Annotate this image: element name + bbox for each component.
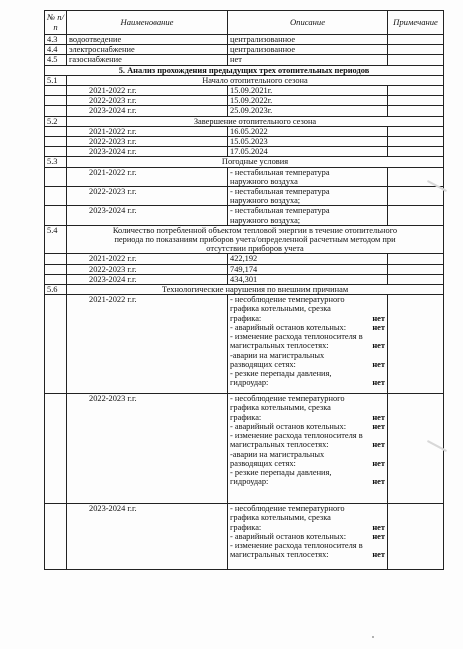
violations-list: - несоблюдение температурного графика котельными, срезка графика: нет - аварийный останов котельных: нет - изменение расхода теплоносителя в магистральных теплосетях: нет bbox=[228, 504, 388, 570]
header-name: Наименование bbox=[67, 11, 228, 35]
subsection-row: 5.6 Технологические нарушения по внешним причинам bbox=[45, 285, 444, 295]
table-row: 2021-2022 г.г. - несоблюдение температурного графика котельными, срезка графика: нет - аварийный останов котельных: нет - изменение расхода теплоносителя в магистральных теплосетях: нет -аварии на магистральных разводящих сетях: нет - резкие перепады давления, гидроудар: нет bbox=[45, 295, 444, 394]
table-row: 4.3 водоотведение централизованное bbox=[45, 35, 444, 45]
header-note: Примечание bbox=[388, 11, 444, 35]
subsection-row: 5.3 Погодные условия bbox=[45, 157, 444, 167]
table-row: 4.4 электроснабжение централизованное bbox=[45, 45, 444, 55]
section-5-title: 5. Анализ прохождения предыдущих трех отопительных периодов bbox=[45, 65, 444, 75]
subsection-row: 5.4 Количество потребленной объектом тепловой энергии в течение отопительного периода по показаниям приборов учета/определенной расчетным методом при отсутствии приборов учета bbox=[45, 225, 444, 254]
table-row: 2021-2022 г.г. 15.09.2021г. bbox=[45, 86, 444, 96]
violations-list: - несоблюдение температурного графика котельными, срезка графика: нет - аварийный останов котельных: нет - изменение расхода теплоносителя в магистральных теплосетях: нет -аварии на магистральных разводящих сетях: нет - резкие перепады давления, гидроудар: нет bbox=[228, 295, 388, 394]
table-header-row bbox=[45, 11, 444, 35]
table-row: 2022-2023 г.г. 15.09.2022г. bbox=[45, 96, 444, 106]
table-row: 2021-2022 г.г. 16.05.2022 bbox=[45, 126, 444, 136]
table-row: 2023-2024 г.г. 17.05.2024 bbox=[45, 147, 444, 157]
heating-report-table bbox=[44, 10, 444, 570]
scan-speck bbox=[372, 636, 374, 638]
table-row: 2022-2023 г.г. - нестабильная температура наружного воздуха; bbox=[45, 187, 444, 206]
table-row: 4.5 газоснабжение нет bbox=[45, 55, 444, 65]
subsection-row: 5.1 Начало отопительного сезона bbox=[45, 75, 444, 85]
table-row: 2023-2024 г.г. 434,301 bbox=[45, 274, 444, 284]
header-desc: Описание bbox=[228, 11, 388, 35]
table-row: 2023-2024 г.г. - нестабильная температура наружного воздуха; bbox=[45, 206, 444, 225]
table-row: 2021-2022 г.г. 422,192 bbox=[45, 254, 444, 264]
subsection-row: 5.2 Завершение отопительного сезона bbox=[45, 116, 444, 126]
violations-list: - несоблюдение температурного графика котельными, срезка графика: нет - аварийный останов котельных: нет - изменение расхода теплоносителя в магистральных теплосетях: нет -аварии на магистральных разводящих сетях: нет - резкие перепады давления, гидроудар: нет bbox=[228, 394, 388, 504]
table-row: 2022-2023 г.г. - несоблюдение температурного графика котельными, срезка графика: нет - аварийный останов котельных: нет - изменение расхода теплоносителя в магистральных теплосетях: нет -аварии на магистральных разводящих сетях: нет - резкие перепады давления, гидроудар: нет bbox=[45, 394, 444, 504]
table-row: 2022-2023 г.г. 749,174 bbox=[45, 264, 444, 274]
header-num: № п/п bbox=[45, 11, 67, 35]
section-heading-row bbox=[45, 65, 444, 75]
table-row: 2023-2024 г.г. - несоблюдение температурного графика котельными, срезка графика: нет - аварийный останов котельных: нет - изменение расхода теплоносителя в магистральных теплосетях: нет bbox=[45, 504, 444, 570]
table-row: 2023-2024 г.г. 25.09.2023г. bbox=[45, 106, 444, 116]
table-row: 2021-2022 г.г. - нестабильная температура наружного воздуха bbox=[45, 167, 444, 186]
table-row: 2022-2023 г.г. 15.05.2023 bbox=[45, 137, 444, 147]
